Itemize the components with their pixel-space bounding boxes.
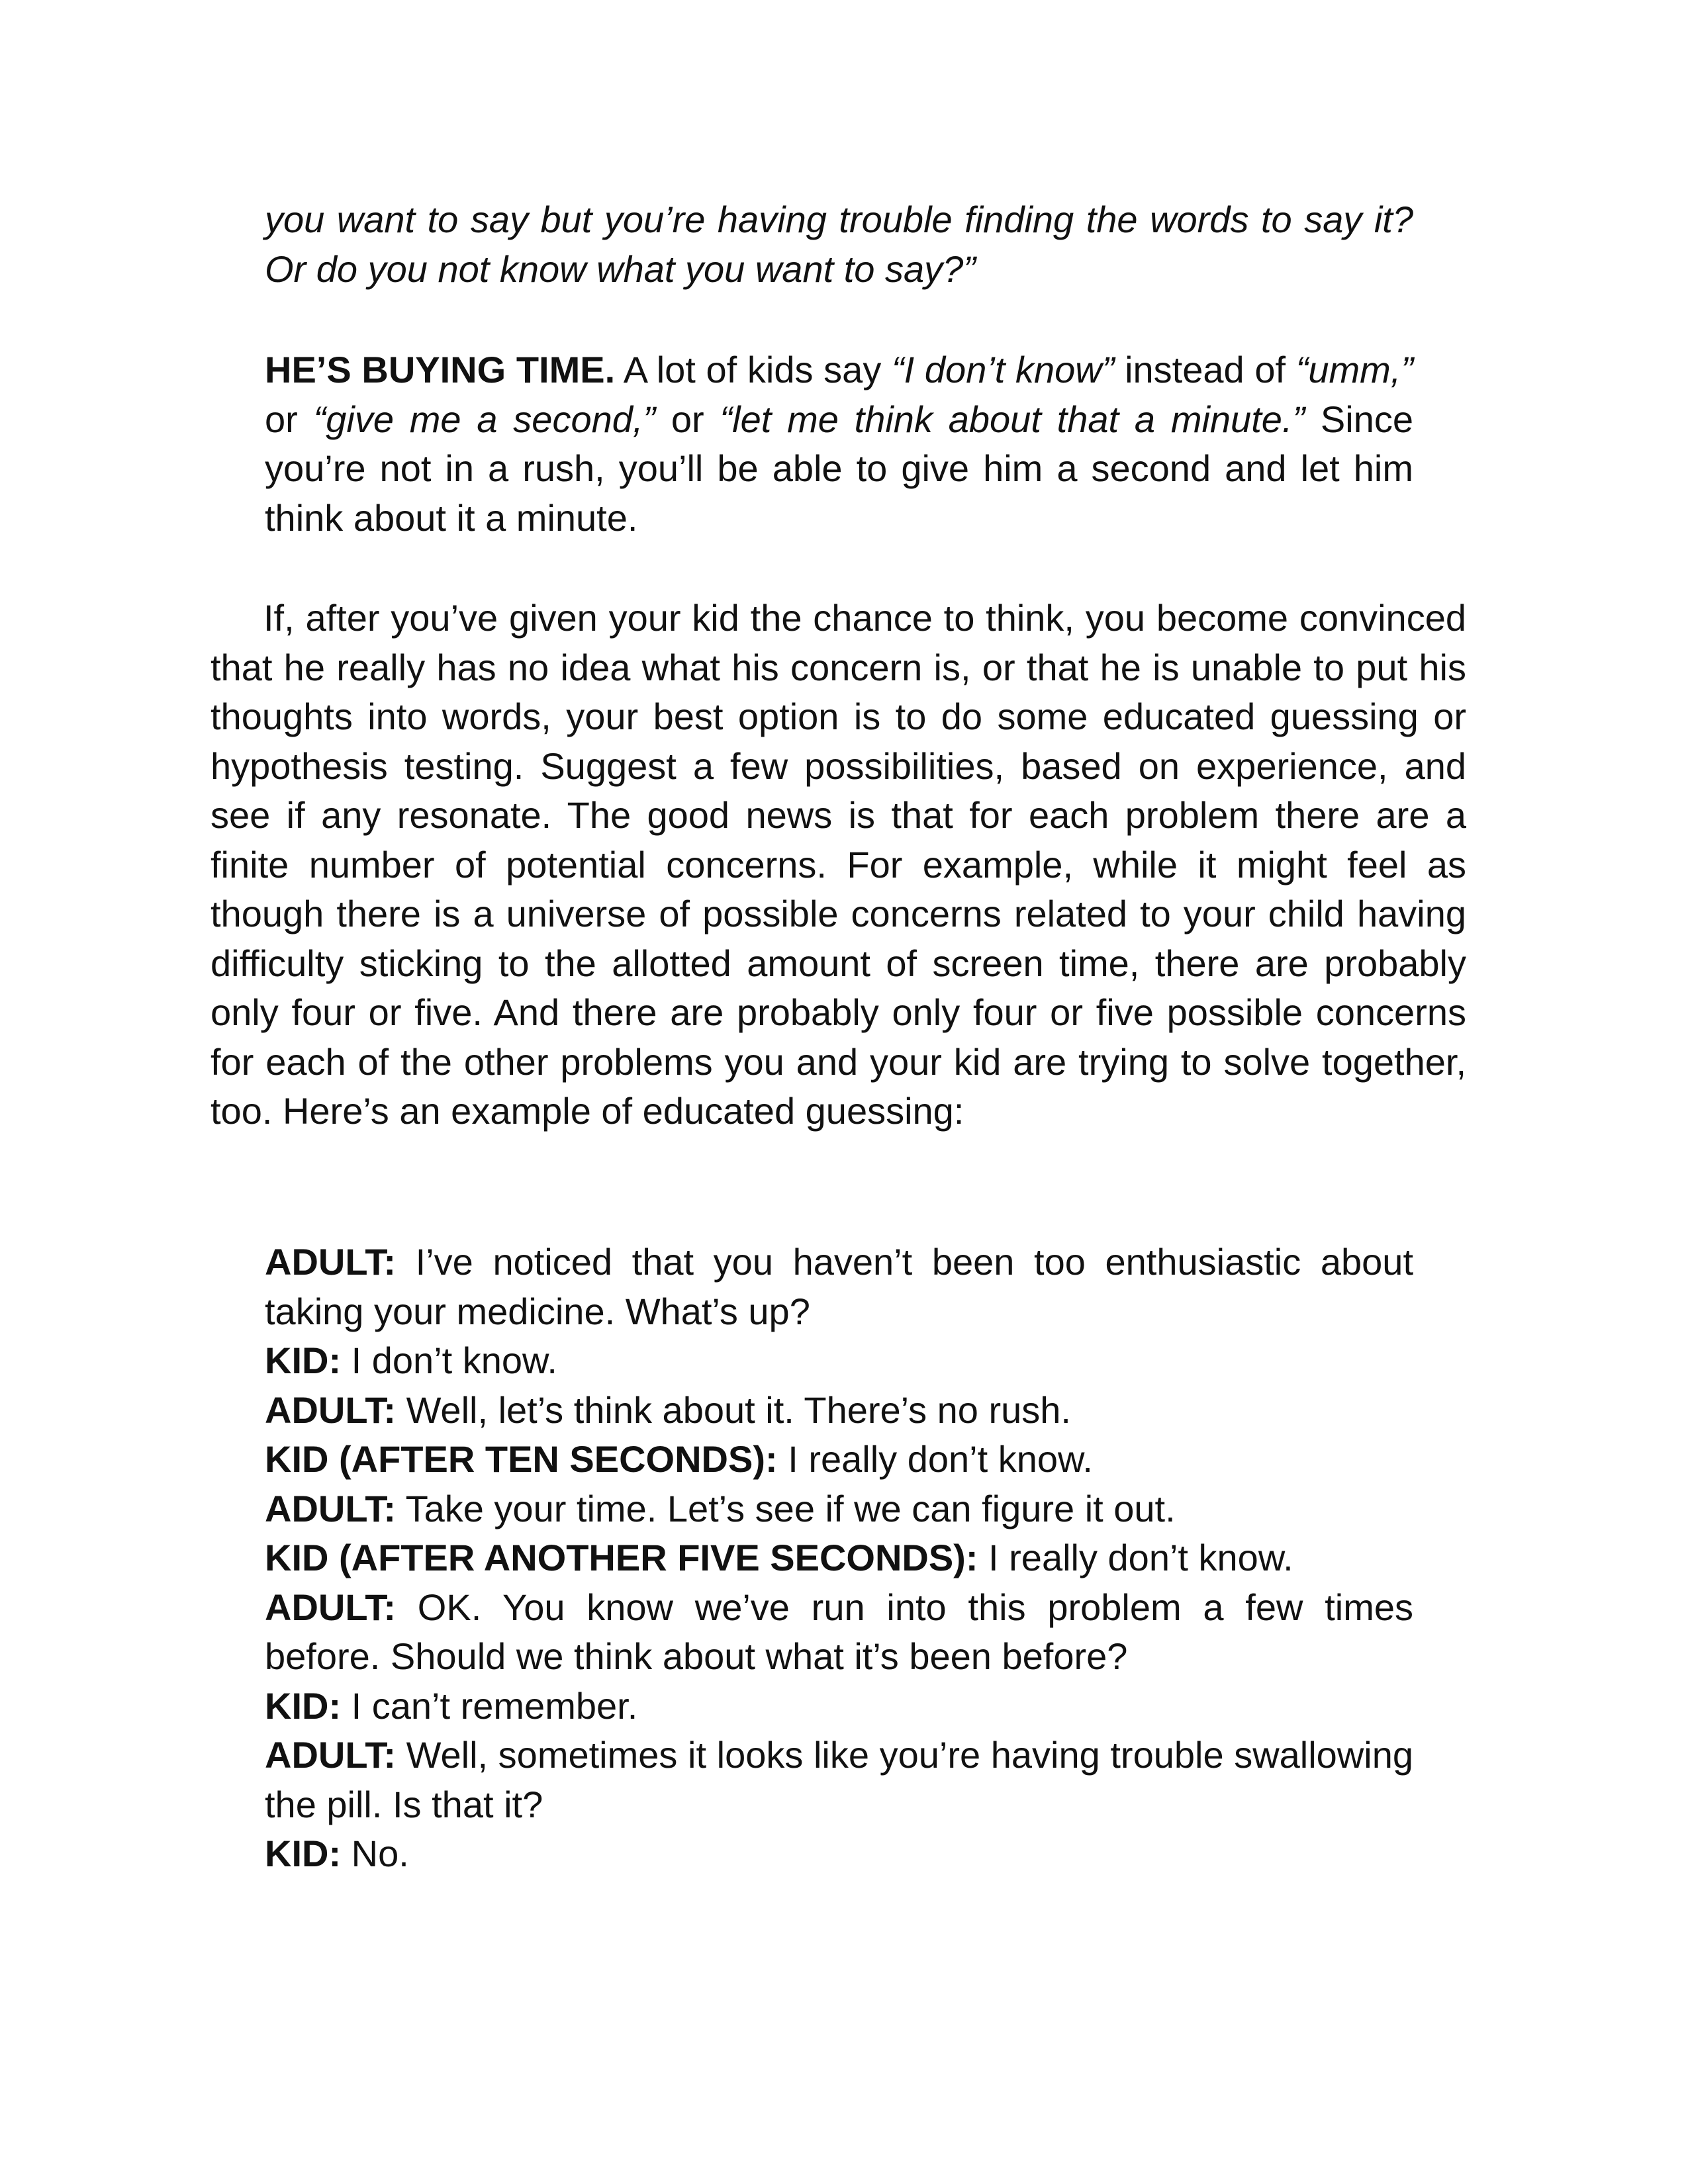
buying-time-heading: HE’S BUYING TIME. (265, 349, 616, 390)
dialogue-line (265, 1682, 1413, 1731)
buying-time-quote-4: “let me think about that a minute.” (720, 398, 1305, 440)
dialogue-line (265, 1435, 1413, 1484)
dialogue-text: Well, sometimes it looks like you’re having trouble swallowing the pill. Is that it? (265, 1734, 1413, 1825)
speaker-label: KID: (265, 1340, 342, 1381)
speaker-label: KID: (265, 1684, 342, 1727)
buying-time-text-2: instead of (1114, 349, 1296, 390)
speaker-label: KID (AFTER ANOTHER FIVE SECONDS): (265, 1537, 978, 1578)
speaker-label: ADULT: (265, 1586, 397, 1628)
dialogue (265, 1238, 1413, 1879)
buying-time-text-4: or (655, 398, 720, 440)
guessing-paragraph: If, after you’ve given your kid the chance to think, you become convinced that he really has no idea what his concern is, or that he is unable to put his thoughts into words, your best option is to do some educated guessing or hypothesis testing. Suggest a few possibilities, based on experience, and see if any resonate. The good news is that for each problem there are a finite number of potential concerns. For example, while it might feel as though there is a universe of possible concerns related to your child having difficulty sticking to the allotted amount of screen time, there are probably only four or five. And there are probably only four or five possible concerns for each of the other problems you and your kid are trying to solve together, too. Here’s an example of educated guessing: (211, 597, 1466, 1132)
speaker-label: ADULT: (265, 1241, 397, 1283)
speaker-label: ADULT: (265, 1487, 397, 1529)
continuation-paragraph (265, 195, 1413, 294)
speaker-label: KID: (265, 1833, 342, 1874)
buying-time-text-1: A lot of kids say (615, 349, 892, 390)
dialogue-text: I don’t know. (341, 1340, 557, 1381)
dialogue-text: I really don’t know. (978, 1537, 1293, 1578)
dialogue-text: Well, let’s think about it. There’s no rush. (396, 1388, 1071, 1431)
continuation-text: you want to say but you’re having trouble finding the words to say it? Or do you not know what you want to say?” (265, 199, 1413, 290)
dialogue-text: No. (341, 1833, 409, 1874)
dialogue-line (265, 1336, 1413, 1386)
dialogue-text: Take your time. Let’s see if we can figure it out. (396, 1487, 1176, 1529)
buying-time-quote-1: “I don’t know” (892, 349, 1115, 390)
dialogue-text: I’ve noticed that you haven’t been too enthusiastic about taking your medicine. What’s up? (265, 1241, 1413, 1332)
dialogue-line (265, 1829, 1413, 1879)
dialogue-line (265, 1583, 1413, 1682)
buying-time-text-3: or (265, 398, 314, 440)
dialogue-line (265, 1533, 1413, 1583)
buying-time-text-5: Since you’re not in a rush, you’ll be able to give him a second and let him think about it a minute. (265, 398, 1414, 539)
dialogue-text: I can’t remember. (341, 1684, 638, 1727)
speaker-label: KID (AFTER TEN SECONDS): (265, 1438, 778, 1480)
dialogue-line (265, 1238, 1413, 1336)
dialogue-line (265, 1386, 1413, 1435)
dialogue-line (265, 1484, 1413, 1534)
dialogue-line (265, 1731, 1413, 1829)
speaker-label: ADULT: (265, 1388, 397, 1431)
buying-time-paragraph (265, 345, 1413, 543)
dialogue-text: I really don’t know. (777, 1438, 1093, 1480)
buying-time-quote-2: “umm,” (1295, 349, 1414, 390)
buying-time-quote-3: “give me a second,” (313, 398, 656, 440)
speaker-label: ADULT: (265, 1734, 397, 1776)
dialogue-text: OK. You know we’ve run into this problem a few times before. Should we think about what it’s been before? (265, 1586, 1413, 1677)
